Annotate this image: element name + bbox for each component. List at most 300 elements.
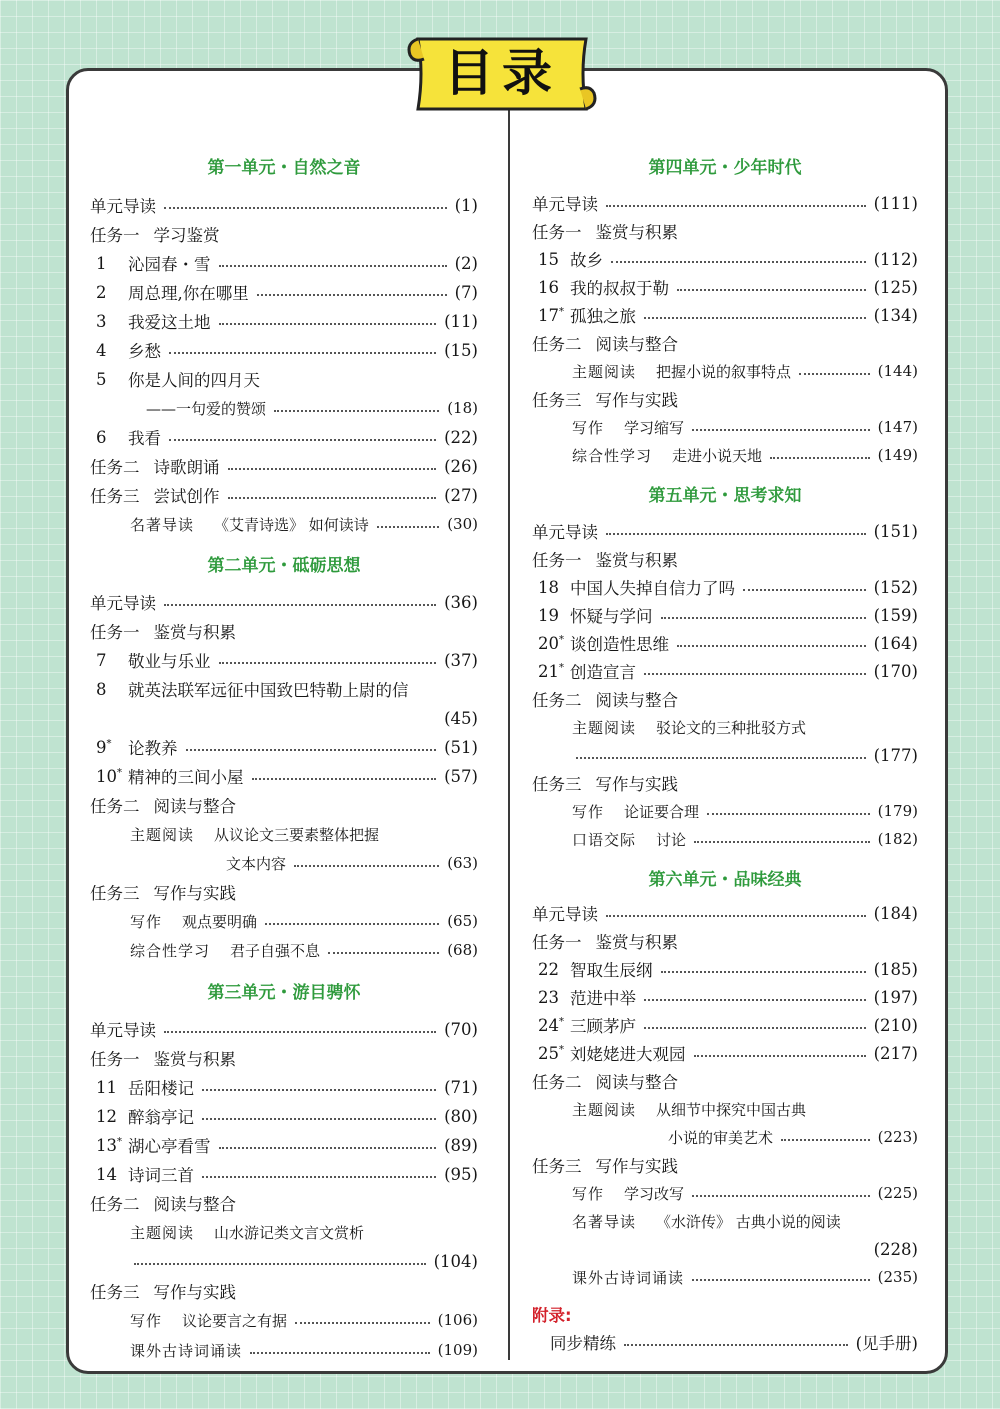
toc-entry[interactable] [532,1207,918,1235]
task-number: 任务二 [90,1195,140,1214]
dot-leader [743,589,866,591]
task-number: 任务三 [90,1283,140,1302]
toc-entry[interactable] [90,1336,478,1364]
dot-leader [661,617,866,619]
dot-leader [692,1195,870,1197]
toc-entry[interactable] [90,907,478,935]
task-number: 任务三 [532,775,582,794]
toc-entry[interactable] [90,307,478,335]
page-number: (26) [444,456,478,476]
entry-label: 单元导读 [532,523,598,542]
lesson-title: 乡愁 [128,342,161,361]
lesson-number [532,250,570,269]
page-number: (51) [444,737,478,757]
entry-label: 单元导读 [90,1021,156,1040]
page-number: (37) [444,650,478,670]
toc-entry[interactable] [90,394,478,422]
dot-leader [328,952,439,954]
page-number: (68) [447,941,478,959]
lesson-number [90,254,128,273]
page-number: (179) [877,802,918,820]
section-label: 名著导读 [130,515,195,534]
dot-leader [606,205,866,207]
lesson-number [532,278,570,297]
lesson-title: 三顾茅庐 [570,1017,636,1036]
lesson-number [532,578,570,597]
page-number: (65) [447,912,478,930]
lesson-number [90,312,128,331]
dot-leader [219,1147,437,1149]
section-title: 山水游记类文言文赏析 [214,1223,365,1242]
section-label: 主题阅读 [130,1223,195,1242]
toc-entry[interactable] [532,629,918,657]
toc-entry[interactable] [532,441,918,469]
section-label: 名著导读 [572,1212,637,1231]
toc-entry[interactable] [90,1131,478,1159]
toc-entry[interactable] [90,1189,478,1217]
lesson-number [532,306,570,325]
lesson-number-text: 16 [538,277,559,297]
lesson-title: 中国人失掉自信力了吗 [570,579,735,598]
toc-entry[interactable] [90,1306,478,1334]
lesson-title: 诗词三首 [128,1166,194,1185]
dot-leader [644,999,866,1001]
section-label: 主题阅读 [130,825,195,844]
lesson-number [90,1165,128,1184]
lesson-number [532,960,570,979]
page-number: (159) [873,605,918,625]
page-number: (109) [437,1341,478,1359]
page-number: (104) [433,1251,478,1271]
dot-leader [250,1352,430,1354]
lesson-title: 怀疑与学问 [570,607,653,626]
unit-title: 第四单元・少年时代 [648,157,802,178]
dot-leader [377,526,439,528]
lesson-title: 我爱这土地 [128,313,211,332]
toc-entry[interactable] [532,927,918,955]
page-number: (228) [873,1239,918,1259]
lesson-number-text: 6 [96,427,107,447]
toc-entry[interactable] [90,588,478,616]
lesson-title: 周总理,你在哪里 [128,284,249,303]
dot-leader [694,1055,866,1057]
toc-entry[interactable] [90,278,478,306]
task-label: 鉴赏与积累 [595,933,678,952]
page-number: (149) [877,446,918,464]
star-mark: * [559,662,564,673]
section-label: 主题阅读 [572,1100,637,1119]
dot-leader [606,915,866,917]
toc-entry[interactable] [532,1151,918,1179]
column-divider [508,90,510,1360]
task-number: 任务一 [90,226,140,245]
toc-entry[interactable] [532,1263,918,1291]
entry-label: 单元导读 [532,195,598,214]
lesson-number-text: 9 [96,737,107,757]
dot-leader [624,1344,848,1346]
toc-entry[interactable] [90,617,478,645]
lesson-number-text: 17 [538,305,559,325]
toc-entry[interactable] [532,329,918,357]
toc-entry[interactable] [532,601,918,629]
task-number: 任务二 [532,1073,582,1092]
task-label: 学习鉴赏 [153,226,220,245]
unit-title: 第六单元・品味经典 [648,869,802,890]
toc-entry[interactable] [90,704,478,732]
section-label: 综合性学习 [572,446,653,465]
lesson-title: 敬业与乐业 [128,652,211,671]
section-title: 驳论文的三种批驳方式 [656,718,807,737]
page-number: (63) [447,854,478,872]
dot-leader [257,294,447,296]
unit-heading [532,863,918,891]
dot-leader [644,317,866,319]
page-number: (164) [873,633,918,653]
task-number: 任务二 [90,797,140,816]
lesson-number [532,606,570,625]
toc-entry[interactable] [90,936,478,964]
dot-leader [274,410,439,412]
task-label: 诗歌朗诵 [153,458,220,477]
dot-leader [644,673,866,675]
task-number: 任务三 [90,487,140,506]
page-number: (30) [447,515,478,533]
lesson-title: 你是人间的四月天 [128,371,260,390]
page-number: (210) [873,1015,918,1035]
lesson-number-text: 25 [538,1043,559,1063]
lesson-number [90,1078,128,1097]
task-number: 任务二 [90,458,140,477]
task-label: 写作与实践 [595,1157,678,1176]
toc-entry[interactable] [532,1123,918,1151]
dot-leader [707,813,870,815]
toc-entry[interactable] [90,1218,478,1246]
lesson-title: 刘姥姥进大观园 [570,1045,686,1064]
dot-leader [202,1089,436,1091]
lesson-number [532,988,570,1007]
toc-entry[interactable] [90,336,478,364]
toc-entry[interactable] [90,1015,478,1043]
toc-entry[interactable] [532,825,918,853]
toc-entry[interactable] [90,452,478,480]
dot-leader [295,1322,430,1324]
page-number: (170) [873,661,918,681]
toc-entry[interactable] [90,220,478,248]
unit-heading [90,151,478,179]
task-number: 任务一 [532,933,582,952]
toc-entry[interactable] [532,1011,918,1039]
lesson-title: 我的叔叔于勒 [570,279,669,298]
dot-leader [770,457,870,459]
toc-entry[interactable] [90,249,478,277]
dot-leader [228,468,437,470]
lesson-title: 论教养 [128,739,178,758]
toc-entry[interactable] [532,413,918,441]
toc-entry[interactable] [90,1160,478,1188]
lesson-number-text: 1 [96,253,107,273]
lesson-title: 智取生辰纲 [570,961,653,980]
dot-leader [265,923,439,925]
dot-leader [202,1176,436,1178]
task-label: 写作与实践 [153,884,236,903]
dot-leader [644,1027,866,1029]
toc-entry[interactable] [532,955,918,983]
page-number: (177) [873,745,918,765]
section-label: 课外古诗词诵读 [130,1341,243,1360]
lesson-number-text: 18 [538,577,559,597]
lesson-number-text: 14 [96,1164,117,1184]
lesson-number [90,283,128,302]
page-number: (184) [873,903,918,923]
entry-label: 单元导读 [90,594,156,613]
page-number: (11) [444,311,478,331]
lesson-number-text: 23 [538,987,559,1007]
lesson-number [90,1107,128,1126]
toc-entry[interactable] [90,1102,478,1130]
lesson-number [90,680,128,699]
dot-leader [692,429,870,431]
section-label: 写作 [572,802,605,821]
lesson-title: 故乡 [570,251,603,270]
page-number: (225) [877,1184,918,1202]
unit-heading [532,151,918,179]
toc-entry[interactable] [532,1235,918,1263]
unit-title: 第五单元・思考求知 [648,485,802,506]
page-number: (89) [444,1135,478,1155]
section-label: 写作 [130,1311,163,1330]
toc-entry[interactable] [532,357,918,385]
task-label: 鉴赏与积累 [595,551,678,570]
section-title: 观点要明确 [182,912,258,931]
unit-title: 第三单元・游目骋怀 [207,982,361,1003]
section-label: 口语交际 [572,830,637,849]
lesson-number [90,651,128,670]
page-number: (235) [877,1268,918,1286]
toc-entry[interactable] [532,1095,918,1123]
lesson-number [532,662,570,681]
dot-leader [219,323,437,325]
dot-leader [169,439,436,441]
toc-entry[interactable] [532,573,918,601]
dot-leader [186,749,437,751]
page-number: (27) [444,485,478,505]
dot-leader [692,1279,870,1281]
page-number: (71) [444,1077,478,1097]
dot-leader [611,261,866,263]
toc-entry[interactable] [532,713,918,741]
unit-heading [90,976,478,1004]
page-number: (144) [877,362,918,380]
task-label: 阅读与整合 [595,335,678,354]
page-number: (125) [873,277,918,297]
lesson-number-text: 11 [96,1077,117,1097]
toc-entry[interactable] [532,797,918,825]
dot-leader [661,971,866,973]
lesson-number-text: 10 [96,766,117,786]
dot-leader [164,207,447,209]
task-label: 阅读与整合 [153,797,236,816]
dot-leader [252,778,437,780]
toc-entry[interactable] [532,245,918,273]
toc-entry[interactable] [532,741,918,769]
section-label: 综合性学习 [130,941,211,960]
toc-entry[interactable] [532,545,918,573]
star-mark: * [559,1016,564,1027]
toc-entry[interactable] [532,1179,918,1207]
lesson-number-text: 12 [96,1106,117,1126]
page-number: (见手册) [855,1334,918,1353]
toc-entry[interactable] [532,273,918,301]
lesson-number-text: 15 [538,249,559,269]
page-number: (147) [877,418,918,436]
dot-leader [576,757,866,759]
star-mark: * [106,738,112,749]
dot-leader [677,289,866,291]
dot-leader [202,1118,436,1120]
toc-entry[interactable] [532,517,918,545]
toc-entry[interactable] [90,510,478,538]
section-title: 《水浒传》 古典小说的阅读 [656,1212,841,1231]
page-number: (111) [873,193,918,213]
lesson-number-text: 8 [96,679,107,699]
toc-entry[interactable] [532,1039,918,1067]
section-label: 写作 [572,418,605,437]
lesson-title: 湖心亭看雪 [128,1137,211,1156]
appendix-heading [532,1300,918,1328]
lesson-title: 孤独之旅 [570,307,636,326]
toc-entry[interactable] [90,423,478,451]
toc-entry[interactable] [532,769,918,797]
toc-entry[interactable] [90,820,478,848]
task-label: 写作与实践 [595,775,678,794]
toc-entry[interactable] [90,646,478,674]
toc-entry[interactable] [532,301,918,329]
toc-entry[interactable] [90,733,478,761]
page-number: (112) [873,249,918,269]
toc-entry[interactable] [90,675,478,703]
appendix-label: 附录: [532,1306,572,1325]
section-title-cont: 小说的审美艺术 [668,1128,774,1147]
dot-leader [134,1263,426,1265]
task-number: 任务三 [90,884,140,903]
toc-entry[interactable] [90,191,478,219]
page-number: (185) [873,959,918,979]
page-number: (106) [437,1311,478,1329]
star-mark: * [117,767,122,778]
section-label: 主题阅读 [572,718,637,737]
toc-entry[interactable] [90,791,478,819]
dot-leader [781,1139,870,1141]
toc-entry[interactable] [532,1067,918,1095]
toc-entry[interactable] [90,878,478,906]
section-title: 《艾青诗选》 如何读诗 [214,515,369,534]
section-label: 课外古诗词诵读 [572,1268,685,1287]
star-mark: * [559,634,564,645]
section-title: 把握小说的叙事特点 [656,362,792,381]
page-number: (134) [873,305,918,325]
unit-title: 第一单元・自然之音 [207,157,361,178]
task-label: 鉴赏与积累 [595,223,678,242]
dot-leader [694,841,870,843]
toc-entry[interactable] [90,849,478,877]
toc-entry[interactable] [90,1073,478,1101]
entry-label: 同步精练 [550,1334,616,1353]
dot-leader [219,265,447,267]
page-number: (57) [444,766,478,786]
task-label: 写作与实践 [153,1283,236,1302]
task-number: 任务一 [90,1050,140,1069]
task-label: 写作与实践 [595,391,678,410]
page-number: (70) [444,1019,478,1039]
toc-entry[interactable] [90,481,478,509]
toc-entry[interactable] [532,189,918,217]
lesson-title: 创造宣言 [570,663,636,682]
dot-leader [677,645,866,647]
page-number: (1) [454,195,478,215]
lesson-number [90,341,128,360]
toc-entry[interactable] [90,365,478,393]
toc-entry[interactable] [90,1247,478,1275]
toc-entry[interactable] [532,899,918,927]
section-title: 走进小说天地 [672,446,763,465]
toc-entry[interactable] [90,762,478,790]
task-label: 鉴赏与积累 [153,623,236,642]
task-label: 尝试创作 [153,487,220,506]
lesson-number-text: 24 [538,1015,559,1035]
entry-label: 单元导读 [532,905,598,924]
task-number: 任务一 [532,551,582,570]
lesson-number-text: 22 [538,959,559,979]
toc-entry[interactable] [532,685,918,713]
page-number: (151) [873,521,918,541]
title-banner [404,33,600,115]
dot-leader [294,865,439,867]
section-title: 论证要合理 [624,802,700,821]
lesson-number [532,634,570,653]
dot-leader [219,662,437,664]
section-title-cont: 文本内容 [226,854,287,873]
lesson-number-text: 13 [96,1135,117,1155]
lesson-title: 醉翁亭记 [128,1108,194,1127]
lesson-number-text: 7 [96,650,107,670]
section-title: 学习改写 [624,1184,685,1203]
dot-leader [228,497,437,499]
page-number: (36) [444,592,478,612]
task-label: 阅读与整合 [595,691,678,710]
lesson-number-text: 4 [96,340,107,360]
star-mark: * [559,306,564,317]
dot-leader [606,533,866,535]
lesson-number [90,1136,128,1155]
toc-entry[interactable] [532,657,918,685]
toc-entry[interactable] [90,1277,478,1305]
toc-entry[interactable] [532,217,918,245]
toc-entry[interactable] [532,1328,918,1356]
page-title: 目录 [444,44,560,102]
unit-heading [532,479,918,507]
lesson-number-text: 5 [96,369,107,389]
toc-entry[interactable] [532,385,918,413]
toc-entry[interactable] [90,1044,478,1072]
task-number: 任务三 [532,1157,582,1176]
task-label: 阅读与整合 [595,1073,678,1092]
lesson-title: 谈创造性思维 [570,635,669,654]
task-number: 任务二 [532,335,582,354]
lesson-number [90,738,128,757]
page-number: (197) [873,987,918,1007]
section-label: 写作 [130,912,163,931]
toc-entry[interactable] [532,983,918,1011]
